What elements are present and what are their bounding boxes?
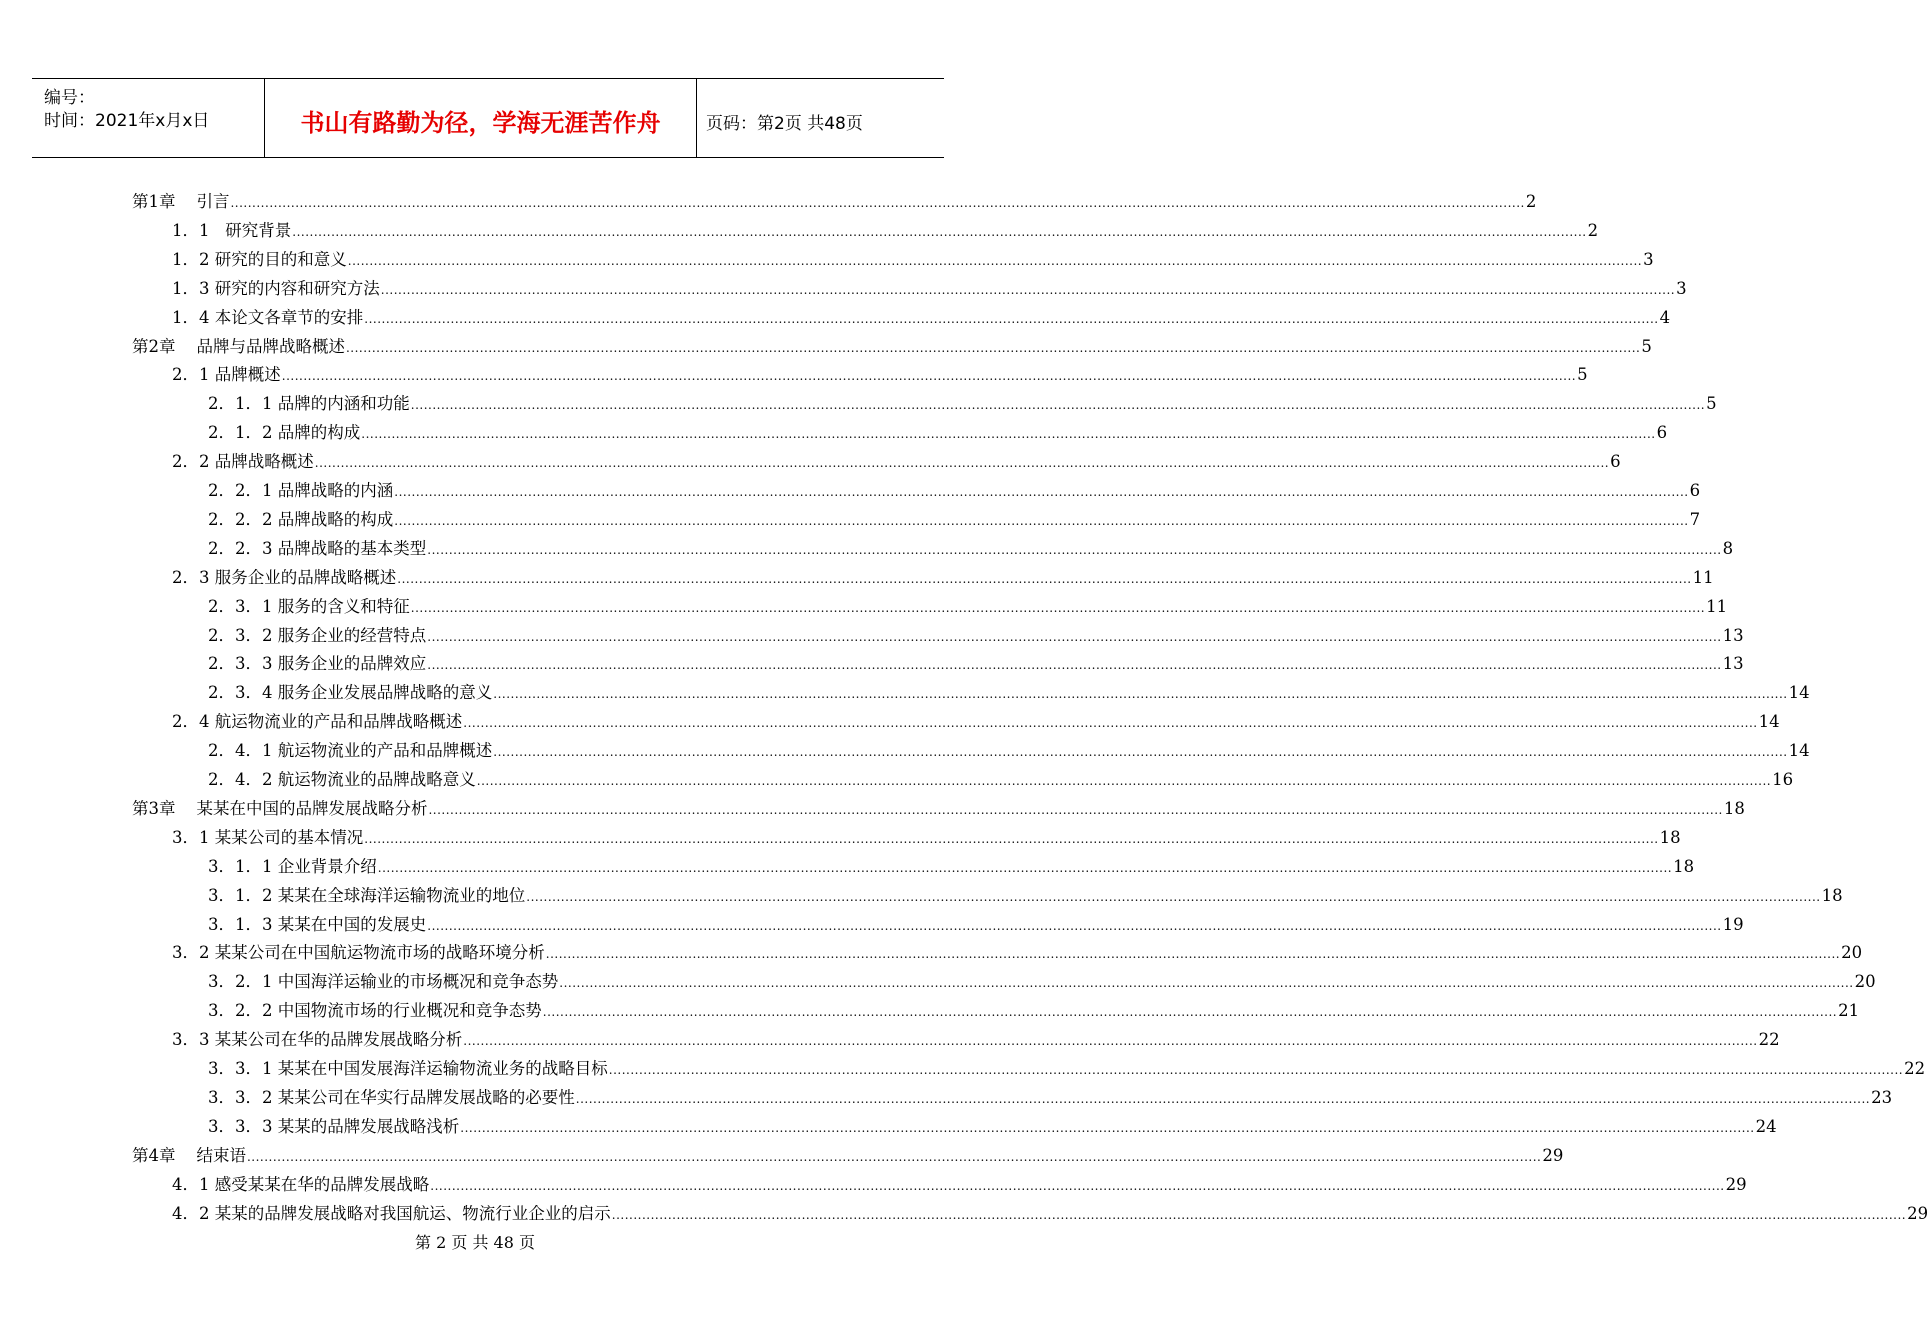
toc-leader-dots: ............................................................................................................................................................................................................................................................................................................ [493,745,1788,760]
toc-entry-title: 某某的品牌发展战略浅析 [277,1116,460,1136]
toc-entry-page: 14 [1788,741,1810,761]
toc-entry-title: 研究的目的和意义 [214,249,347,269]
toc-entry-number: 3．2．2 [208,1001,273,1021]
toc-entry[interactable] [208,622,1744,651]
toc-entry[interactable] [172,246,1654,275]
toc-entry-number: 2．1．2 [208,423,273,443]
toc-entry-page: 14 [1758,712,1780,732]
toc-leader-dots: ............................................................................................................................................................................................................................................................................................................ [314,456,1610,471]
toc-entry-title: 航运物流业的品牌战略意义 [277,770,476,789]
toc-entry-number: 2．4 [172,712,210,732]
toc-leader-dots: ............................................................................................................................................................................................................................................................................................................ [430,1178,1725,1193]
toc-entry[interactable] [208,650,1744,679]
toc-entry-number: 4．2 [172,1203,210,1223]
toc-entry-number: 2．4．1 [208,741,273,761]
toc-entry-title: 本论文各章节的安排 [214,307,364,327]
motto-text: 书山有路勤为径，学海无涯苦作舟 [300,109,661,137]
toc-entry-title: 品牌与品牌战略概述 [196,336,345,356]
toc-entry[interactable] [208,477,1701,506]
toc-entry[interactable] [208,882,1843,911]
toc-entry-title: 结束语 [196,1145,246,1165]
toc-entry-page: 3 [1676,278,1687,298]
toc-entry-page: 6 [1656,423,1668,443]
toc-entry-page: 22 [1904,1059,1926,1078]
toc-entry-number: 1．2 [172,249,210,269]
toc-entry-title: 品牌战略的构成 [277,509,394,529]
toc-entry[interactable] [208,968,1876,997]
toc-entry-page: 21 [1838,1001,1860,1021]
toc-entry-number: 3．1 [172,827,210,847]
toc-entry[interactable] [208,535,1734,564]
page-header [32,78,944,158]
toc-entry-title: 企业背景介绍 [277,856,377,876]
toc-entry-title: 某某公司在中国航运物流市场的战略环境分析 [214,943,545,963]
toc-entry-number: 2．1．1 [208,394,273,414]
toc-entry-title: 中国海洋运输业的市场概况和竞争态势 [277,972,559,992]
toc-leader-dots: ............................................................................................................................................................................................................................................................................................................ [292,224,1587,239]
toc-entry-title: 研究的内容和研究方法 [214,278,380,298]
toc-entry-number: 3．3．3 [208,1116,273,1136]
toc-entry-page: 11 [1706,596,1728,616]
toc-leader-dots: ............................................................................................................................................................................................................................................................................................................ [427,629,1722,644]
toc-entry-number: 第2章 [132,336,176,356]
toc-entry-number: 1．1 [172,220,210,240]
toc-entry[interactable] [132,333,1652,362]
toc-leader-dots: ............................................................................................................................................................................................................................................................................................................ [246,1149,1542,1164]
toc-entry-number: 2．3．1 [208,596,273,616]
toc-entry-number: 3．1．3 [208,914,273,934]
toc-entry-title: 引言 [196,192,230,211]
toc-entry-title: 某某在中国的发展史 [277,914,427,934]
toc-entry-title: 品牌的构成 [277,423,361,443]
toc-leader-dots: ............................................................................................................................................................................................................................................................................................................ [364,311,1659,326]
toc-entry-page: 5 [1641,336,1652,356]
toc-entry-title: 某某公司在华的品牌发展战略分析 [214,1030,463,1050]
toc-entry-number: 3．3．1 [208,1059,273,1078]
toc-entry[interactable] [172,708,1780,737]
toc-entry-title: 品牌战略的基本类型 [277,538,427,558]
toc-entry[interactable] [208,1055,1926,1084]
toc-entry-page: 18 [1821,885,1843,905]
toc-leader-dots: ............................................................................................................................................................................................................................................................................................................ [545,947,1841,962]
toc-leader-dots: ............................................................................................................................................................................................................................................................................................................ [463,1034,1758,1049]
toc-entry-page: 16 [1772,770,1794,789]
toc-entry[interactable] [208,390,1717,419]
toc-entry-title: 某某在中国的品牌发展战略分析 [196,798,428,818]
toc-leader-dots: ............................................................................................................................................................................................................................................................................................................ [364,831,1659,846]
toc-entry[interactable] [208,737,1810,766]
toc-entry-number: 2．1 [172,365,210,385]
toc-entry-number: 4．1 [172,1174,210,1194]
toc-entry-title: 某某在中国发展海洋运输物流业务的战略目标 [277,1059,608,1078]
toc-leader-dots: ............................................................................................................................................................................................................................................................................................................ [427,918,1722,933]
toc-entry-page: 13 [1722,625,1744,645]
toc-entry-title: 品牌战略概述 [214,452,314,472]
toc-leader-dots: ............................................................................................................................................................................................................................................................................................................ [397,571,1692,586]
toc-leader-dots: ............................................................................................................................................................................................................................................................................................................ [380,282,1676,297]
toc-entry[interactable] [172,1026,1780,1055]
toc-entry-title: 感受某某在华的品牌发展战略 [214,1174,430,1194]
toc-leader-dots: ............................................................................................................................................................................................................................................................................................................ [559,976,1854,991]
toc-entry[interactable] [208,419,1668,448]
toc-leader-dots: ............................................................................................................................................................................................................................................................................................................ [463,716,1758,731]
toc-leader-dots: ............................................................................................................................................................................................................................................................................................................ [394,485,1689,499]
toc-entry-number: 1．3 [172,278,210,298]
toc-entry-title: 某某公司的基本情况 [214,827,364,847]
toc-leader-dots: ............................................................................................................................................................................................................................................................................................................ [575,1091,1871,1106]
toc-entry-number: 2．3．3 [208,654,273,674]
toc-entry-title: 品牌的内涵和功能 [277,394,410,414]
toc-entry[interactable] [208,593,1728,622]
toc-entry[interactable] [208,911,1744,940]
toc-entry-page: 5 [1706,394,1717,414]
toc-entry-title: 品牌战略的内涵 [277,481,394,500]
toc-entry-number: 3．3．2 [208,1087,273,1107]
toc-entry-page: 6 [1689,481,1701,500]
toc-entry-page: 7 [1689,509,1701,529]
toc-leader-dots: ............................................................................................................................................................................................................................................................................................................ [428,802,1723,817]
toc-entry-number: 2．3．4 [208,683,273,703]
toc-entry[interactable] [172,939,1863,968]
toc-leader-dots: ............................................................................................................................................................................................................................................................................................................ [526,889,1821,904]
toc-entry-page: 2 [1587,220,1599,240]
toc-entry-title: 品牌概述 [214,365,281,385]
toc-leader-dots: ............................................................................................................................................................................................................................................................................................................ [611,1207,1907,1222]
toc-leader-dots: ............................................................................................................................................................................................................................................................................................................ [542,1005,1838,1020]
toc-leader-dots: ............................................................................................................................................................................................................................................................................................................ [394,513,1689,528]
toc-entry-spacer [210,221,226,240]
toc-entry-number: 2．2 [172,452,210,472]
toc-entry-spacer [176,799,197,818]
toc-entry-page: 24 [1755,1116,1777,1136]
toc-entry-number: 2．3 [172,567,210,587]
toc-leader-dots: ............................................................................................................................................................................................................................................................................................................ [230,196,1525,210]
toc-entry[interactable] [132,1142,1564,1171]
toc-entry-page: 3 [1643,249,1654,269]
toc-entry[interactable] [208,1084,1893,1113]
toc-entry-number: 第1章 [132,192,176,211]
toc-leader-dots: ............................................................................................................................................................................................................................................................................................................ [281,369,1577,384]
toc-entry-spacer [176,192,197,211]
toc-entry-number: 第4章 [132,1145,176,1165]
toc-entry-number: 3．2．1 [208,972,273,992]
toc-entry-number: 1．4 [172,307,210,327]
toc-entry[interactable] [172,564,1714,593]
toc-entry-title: 某某公司在华实行品牌发展战略的必要性 [277,1087,575,1107]
toc-entry[interactable] [208,853,1695,882]
toc-entry[interactable] [172,217,1599,246]
toc-entry-page: 14 [1788,683,1810,703]
toc-entry-title: 服务的含义和特征 [277,596,410,616]
toc-entry-number: 2．2．3 [208,538,273,558]
toc-entry-title: 中国物流市场的行业概况和竞争态势 [277,1001,542,1021]
toc-entry[interactable] [172,1200,1928,1229]
toc-entry-number: 3．3 [172,1030,210,1050]
toc-entry-page: 11 [1692,567,1714,587]
toc-entry-page: 18 [1673,856,1695,876]
toc-entry-number: 3．1．1 [208,856,273,876]
toc-leader-dots: ............................................................................................................................................................................................................................................................................................................ [345,340,1641,355]
toc-entry[interactable] [172,448,1621,477]
toc-leader-dots: ............................................................................................................................................................................................................................................................................................................ [608,1063,1904,1077]
toc-entry-number: 2．4．2 [208,770,273,789]
header-right-cell [696,79,944,157]
toc-entry-title: 服务企业的品牌效应 [277,654,427,674]
toc-leader-dots: ............................................................................................................................................................................................................................................................................................................ [377,860,1673,875]
toc-entry-page: 29 [1725,1174,1747,1194]
toc-leader-dots: ............................................................................................................................................................................................................................................................................................................ [476,774,1772,788]
toc-leader-dots: ............................................................................................................................................................................................................................................................................................................ [361,427,1656,442]
toc-entry-title: 服务企业发展品牌战略的意义 [277,683,493,703]
toc-entry-number: 第3章 [132,798,176,818]
toc-entry[interactable] [172,275,1687,304]
toc-entry-page: 2 [1525,192,1537,211]
toc-entry-number: 3．1．2 [208,885,273,905]
toc-entry-title: 某某在全球海洋运输物流业的地位 [277,885,526,905]
toc-entry-title: 服务企业的品牌战略概述 [214,567,397,587]
header-motto-cell [264,79,697,157]
toc-entry-page: 19 [1722,914,1744,934]
toc-entry-title: 航运物流业的产品和品牌概述 [277,741,493,761]
toc-entry-title: 航运物流业的产品和品牌战略概述 [214,712,463,732]
toc-entry-page: 5 [1577,365,1588,385]
toc-entry-page: 29 [1907,1203,1928,1223]
toc-entry-page: 20 [1841,943,1863,963]
toc-entry-page: 18 [1659,827,1681,847]
page-number-label: 页码：第2页 共48页 [706,114,863,134]
toc-entry[interactable] [172,361,1588,390]
toc-entry-page: 20 [1854,972,1876,992]
toc-entry-page: 23 [1871,1087,1893,1107]
toc-leader-dots: ............................................................................................................................................................................................................................................................................................................ [410,398,1706,413]
toc-entry-title: 研究背景 [225,220,292,240]
toc-entry-page: 8 [1722,538,1734,558]
toc-entry[interactable] [208,766,1794,795]
toc-entry-title: 服务企业的经营特点 [277,625,427,645]
toc-leader-dots: ............................................................................................................................................................................................................................................................................................................ [347,253,1643,268]
toc-entry[interactable] [172,824,1681,853]
toc-entry-title: 某某的品牌发展战略对我国航运、物流行业企业的启示 [214,1203,611,1223]
toc-leader-dots: ............................................................................................................................................................................................................................................................................................................ [493,687,1788,702]
number-label: 编号： [44,88,95,108]
toc-entry-number: 2．3．2 [208,625,273,645]
toc-entry[interactable] [208,679,1810,708]
toc-entry-spacer [176,337,197,356]
toc-leader-dots: ............................................................................................................................................................................................................................................................................................................ [427,658,1722,673]
toc-entry[interactable] [172,1171,1747,1200]
toc-entry-page: 4 [1659,307,1671,327]
toc-entry-page: 18 [1723,798,1745,818]
toc-entry[interactable] [132,188,1537,217]
toc-entry-page: 13 [1722,654,1744,674]
toc-entry-number: 3．2 [172,943,210,963]
toc-entry-spacer [176,1146,197,1165]
toc-leader-dots: ............................................................................................................................................................................................................................................................................................................ [410,600,1706,615]
toc-entry[interactable] [208,997,1860,1026]
date-label: 时间：2021年x月x日 [44,111,210,131]
toc-entry-number: 2．2．2 [208,509,273,529]
toc-leader-dots: ............................................................................................................................................................................................................................................................................................................ [427,542,1722,557]
toc-entry[interactable] [172,304,1671,333]
toc-entry[interactable] [208,1113,1777,1142]
toc-entry[interactable] [208,506,1701,535]
header-left-cell [32,79,264,157]
page-footer: 第 2 页 共 48 页 [415,1233,535,1252]
toc-entry[interactable] [132,795,1745,824]
toc-leader-dots: ............................................................................................................................................................................................................................................................................................................ [460,1120,1755,1135]
toc-entry-page: 6 [1610,452,1621,472]
toc-entry-number: 2．2．1 [208,481,273,500]
toc-entry-page: 29 [1542,1145,1564,1165]
toc-entry-page: 22 [1758,1030,1780,1050]
